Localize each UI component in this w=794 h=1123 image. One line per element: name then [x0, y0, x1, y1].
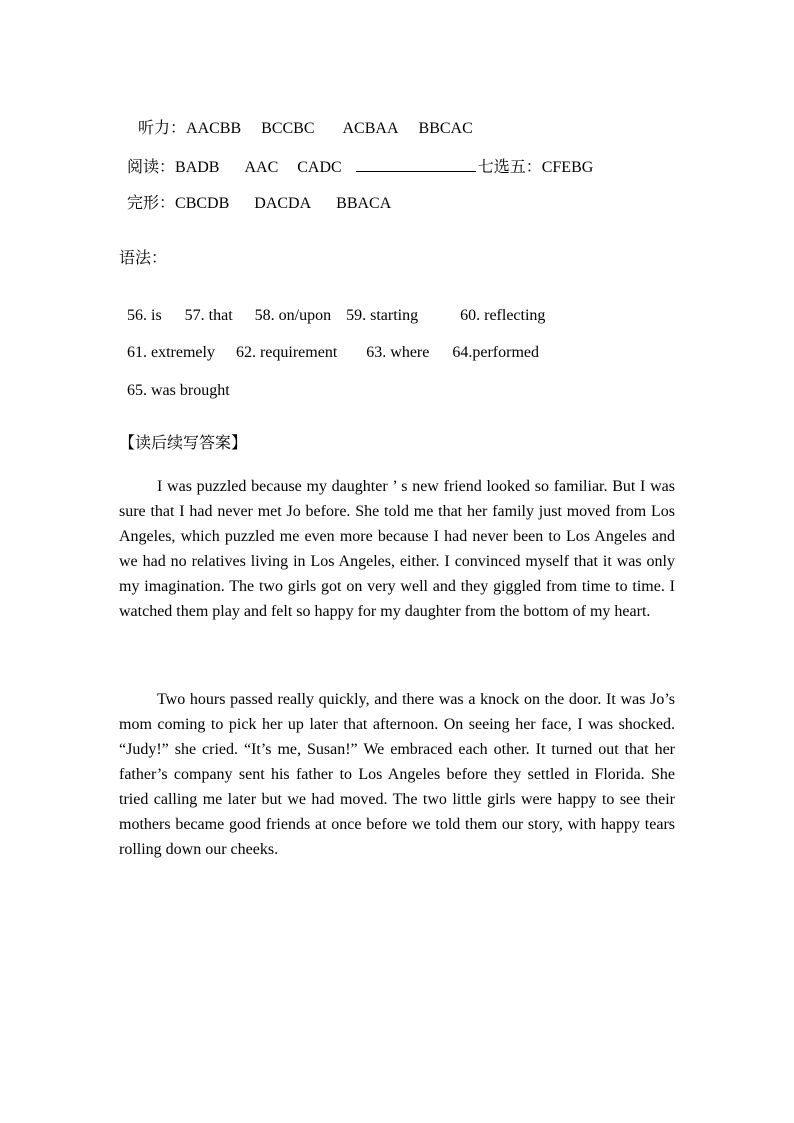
- grammar-item-62: 62. requirement: [235, 344, 338, 361]
- listening-answer-4: BBCAC: [418, 120, 473, 137]
- grammar-row-1: [119, 286, 545, 326]
- cloze-answer-3: BBACA: [336, 195, 392, 212]
- listening-answer-1: AACBB: [186, 120, 242, 137]
- listening-answer-2: BCCBC: [261, 120, 315, 137]
- reading-label: 阅读：: [127, 159, 176, 176]
- grammar-item-64: 64.performed: [452, 344, 539, 361]
- reading-answers-line: [119, 137, 593, 178]
- grammar-row-2: [119, 323, 539, 363]
- continuation-paragraph-2: Two hours passed really quickly, and there was a knock on the door. It was Jo’s mom coming to pick her up later that afternoon. On seeing her face, I was shocked. “Judy!” she cried. “It’s me, Susan!” We embraced each other. It turned out that her father’s company sent his father to Los Angeles before they settled in Florida. She tried calling me later but we had moved. The two little girls were happy to see their mothers became good friends at once before we told them our story, with happy tears rolling down our cheeks.: [119, 691, 675, 858]
- cloze-answer-1: CBCDB: [175, 195, 230, 212]
- cloze-answer-2: DACDA: [254, 195, 312, 212]
- cloze-answers-line: [119, 174, 391, 214]
- reading-answer-3: CADC: [297, 159, 342, 176]
- grammar-label: 语法：: [119, 250, 168, 267]
- listening-answer-3: ACBAA: [342, 120, 399, 137]
- grammar-item-59: 59. starting: [346, 307, 419, 324]
- answer-blank-line: [356, 157, 476, 172]
- grammar-item-60: 60. reflecting: [460, 307, 546, 324]
- cloze-label: 完形：: [127, 195, 176, 212]
- grammar-item-57: 57. that: [184, 307, 233, 324]
- continuation-paragraph-1: I was puzzled because my daughter ’ s new friend looked so familiar. But I was sure that I had never met Jo before. She told me that her family just moved from Los Angeles, which puzzled me even more because I had never been to Los Angeles and we had no relatives living in Los Angeles, either. I convinced myself that it was only my imagination. The two girls got on very well and they giggled from time to time. I watched them play and felt so happy for my daughter from the bottom of my heart.: [119, 478, 675, 620]
- listening-answers-line: [130, 99, 473, 139]
- seven-choose-five-label: 七选五：: [477, 159, 542, 176]
- reading-answer-2: AAC: [244, 159, 279, 176]
- grammar-item-63: 63. where: [366, 344, 430, 361]
- grammar-item-65: 65. was brought: [127, 382, 230, 399]
- grammar-row-3: [119, 361, 230, 401]
- seven-choose-five-answer: CFEBG: [541, 159, 594, 176]
- reading-answer-1: BADB: [175, 159, 220, 176]
- grammar-item-56: 56. is: [127, 307, 162, 324]
- continuation-heading: 【读后续写答案】: [119, 435, 248, 452]
- grammar-item-61: 61. extremely: [127, 344, 215, 361]
- grammar-item-58: 58. on/upon: [254, 307, 332, 324]
- listening-label: 听力：: [138, 120, 187, 137]
